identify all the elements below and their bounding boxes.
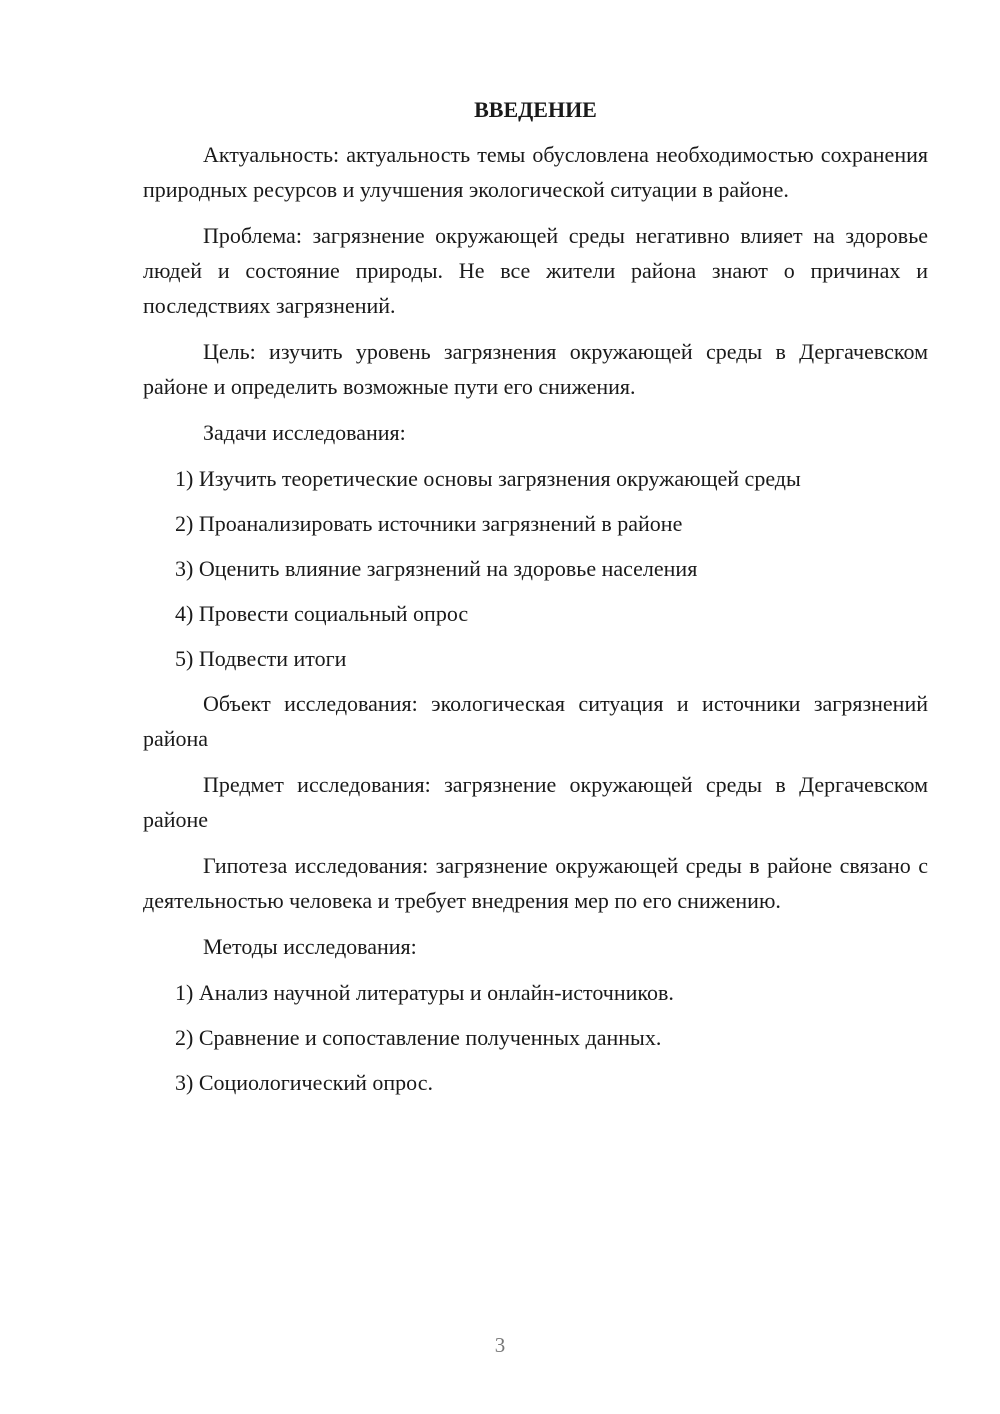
- goal-paragraph: Цель: изучить уровень загрязнения окружающей среды в Дергачевском районе и определить возможные пути его снижения.: [143, 339, 928, 399]
- methods-heading: Методы исследования:: [203, 934, 417, 959]
- list-item: 1) Изучить теоретические основы загрязнения окружающей среды: [175, 466, 801, 491]
- list-item: 3) Оценить влияние загрязнений на здоровье населения: [175, 556, 698, 581]
- list-item: 4) Провести социальный опрос: [175, 601, 469, 626]
- hypothesis-paragraph: Гипотеза исследования: загрязнение окружающей среды в районе связано с деятельностью человека и требует внедрения мер по его снижению.: [143, 853, 928, 913]
- tasks-heading: Задачи исследования:: [203, 420, 406, 445]
- list-item: 2) Проанализировать источники загрязнений в районе: [175, 511, 683, 536]
- subject-paragraph: Предмет исследования: загрязнение окружающей среды в Дергачевском районе: [143, 772, 928, 832]
- document-page: [143, 95, 928, 1110]
- section-title: ВВЕДЕНИЕ: [474, 97, 597, 122]
- list-item: 5) Подвести итоги: [175, 646, 347, 671]
- list-item: 3) Социологический опрос.: [175, 1070, 433, 1095]
- list-item: 1) Анализ научной литературы и онлайн-источников.: [175, 980, 674, 1005]
- object-paragraph: Объект исследования: экологическая ситуация и источники загрязнений района: [143, 691, 928, 751]
- methods-list: [143, 975, 928, 1100]
- page-number: 3: [494, 1333, 506, 1357]
- tasks-list: [143, 461, 928, 676]
- relevance-paragraph: Актуальность: актуальность темы обусловлена необходимостью сохранения природных ресурсов и улучшения экологической ситуации в районе.: [143, 142, 928, 202]
- list-item: 2) Сравнение и сопоставление полученных данных.: [175, 1025, 662, 1050]
- problem-paragraph: Проблема: загрязнение окружающей среды негативно влияет на здоровье людей и состояние природы. Не все жители района знают о причинах и последствиях загрязнений.: [143, 223, 928, 318]
